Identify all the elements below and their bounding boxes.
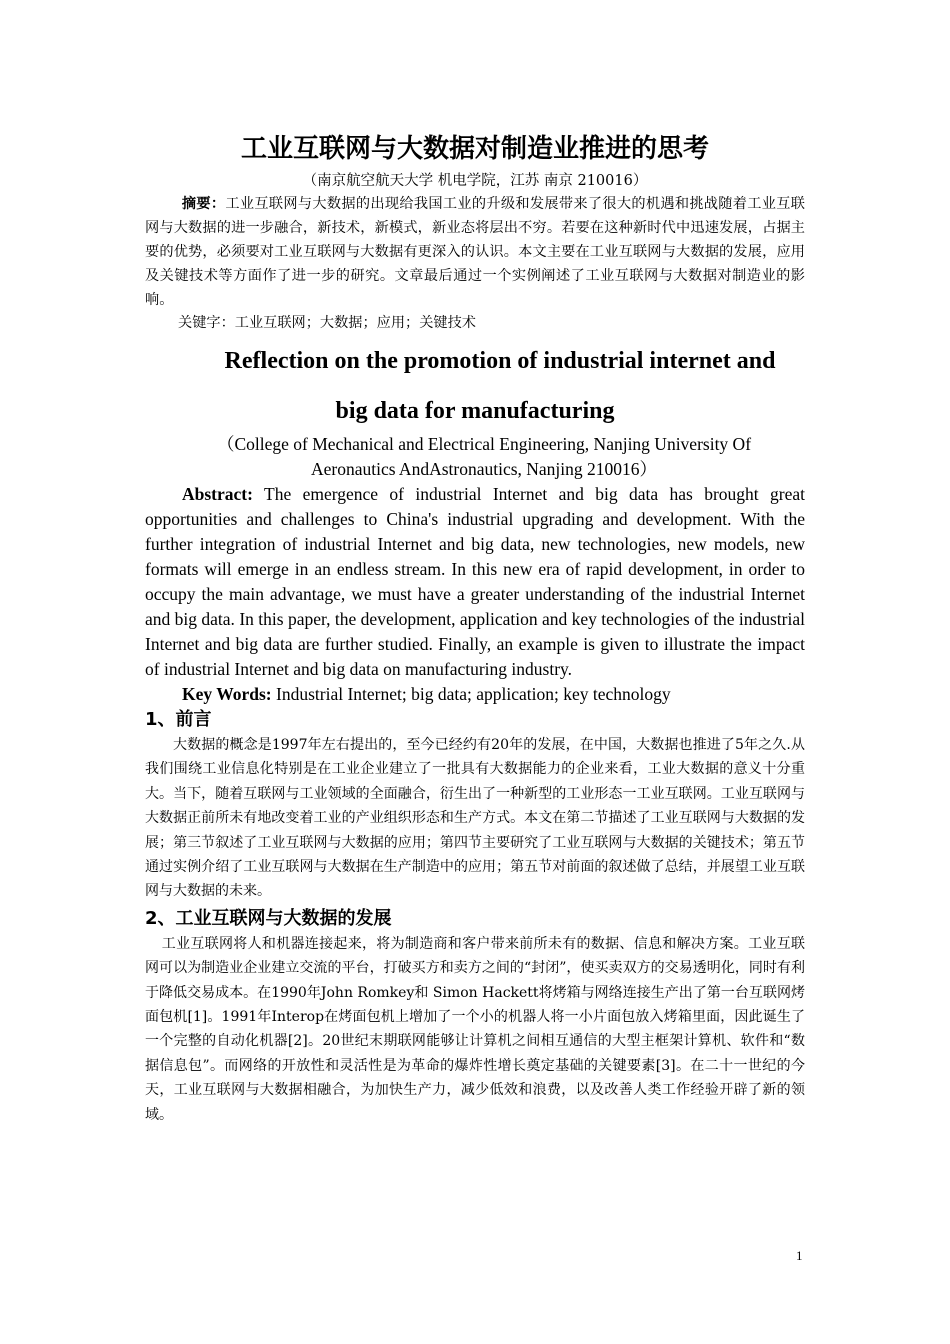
keywords-cn: 关键字：工业互联网；大数据；应用；关键技术 (178, 315, 476, 331)
abstract-en-label: Abstract: (182, 484, 253, 504)
abstract-en-text: The emergence of industrial Internet and big data has brought great opportunities and challenges to China's industrial upgrading and development. With the further integration of industrial Internet and big data, new technologies, new models, new formats will emerge in an endless stream. In this new era of rapid development, in order to occupy the main advantage, we must have a greater understanding of the industrial Internet and big data. In this paper, the development, application and key technologies of the industrial Internet and big data are further studied. Finally, an example is given to illustrate the impact of industrial Internet and big data on manufacturing industry. (145, 484, 805, 679)
paper-title-en-line2: big data for manufacturing (335, 398, 615, 424)
affiliation-en-line1: （College of Mechanical and Electrical Engineering, Nanjing University Of (216, 434, 752, 454)
keywords-en-text: Industrial Internet; big data; application; key technology (271, 684, 671, 704)
paper-title-en-line1: Reflection on the promotion of industrial internet and (224, 348, 776, 374)
section-2-body: 工业互联网将人和机器连接起来，将为制造商和客户带来前所未有的数据、信息和解决方案。工业互联网可以为制造业企业建立交流的平台，打破买方和卖方之间的“封闭”，使买卖双方的交易透明化，同时有利于降低交易成本。在1990年John Romkey和 Simon Hackett将烤箱与网络连接生产出了第一台互联网烤面包机[1]。1991年Interop在烤面包机上增加了一个小的机器人将一小片面包放入烤箱里面，因此诞生了一个完整的自动化机器[2]。20世纪末期联网能够让计算机之间相互通信的大型主框架计算机、软件和“数据信息包”。而网络的开放性和灵活性是为革命的爆炸性增长奠定基础的关键要素[3]。在二十一世纪的今天，工业互联网与大数据相融合，为加快生产力，减少低效和浪费，以及改善人类工作经验开辟了新的领域。 (145, 935, 805, 1123)
section-1-body: 大数据的概念是1997年左右提出的，至今已经约有20年的发展，在中国，大数据也推进了5年之久.从我们围绕工业信息化特别是在工业企业建立了一批具有大数据能力的企业来看，工业大数据的意义十分重大。当下，随着互联网与工业领域的全面融合，衍生出了一种新型的工业形态一工业互联网。工业互联网与大数据正前所未有地改变着工业的产业组织形态和生产方式。本文在第二节描述了工业互联网与大数据的发展；第三节叙述了工业互联网与大数据的应用；第四节主要研究了工业互联网与大数据的关键技术；第五节通过实例介绍了工业互联网与大数据在生产制造中的应用；第五节对前面的叙述做了总结，并展望工业互联网与大数据的未来。 (145, 737, 805, 900)
section-1-heading: 1、前言 (145, 709, 212, 730)
affiliation-cn: （南京航空航天大学 机电学院，江苏 南京 210016） (302, 173, 648, 189)
abstract-cn (145, 192, 805, 312)
abstract-cn-text: 工业互联网与大数据的出现给我国工业的升级和发展带来了很大的机遇和挑战随着工业互联网与大数据的进一步融合，新技术，新模式，新业态将层出不穷。若要在这种新时代中迅速发展，占据主要的优势，必须要对工业互联网与大数据有更深入的认识。本文主要在工业互联网与大数据的发展，应用及关键技术等方面作了进一步的研究。文章最后通过一个实例阐述了工业互联网与大数据对制造业的影响。 (145, 196, 805, 308)
section-2-heading: 2、工业互联网与大数据的发展 (145, 907, 392, 929)
keywords-en-label: Key Words: (182, 684, 272, 704)
abstract-en (145, 482, 805, 682)
keywords-en (145, 682, 805, 707)
paper-page (145, 128, 805, 1127)
abstract-cn-label: 摘要： (181, 196, 226, 212)
paper-title-cn: 工业互联网与大数据对制造业推进的思考 (240, 134, 709, 164)
page-number: 1 (796, 1248, 803, 1263)
affiliation-en-line2: Aeronautics AndAstronautics, Nanjing 210016） (310, 459, 658, 479)
